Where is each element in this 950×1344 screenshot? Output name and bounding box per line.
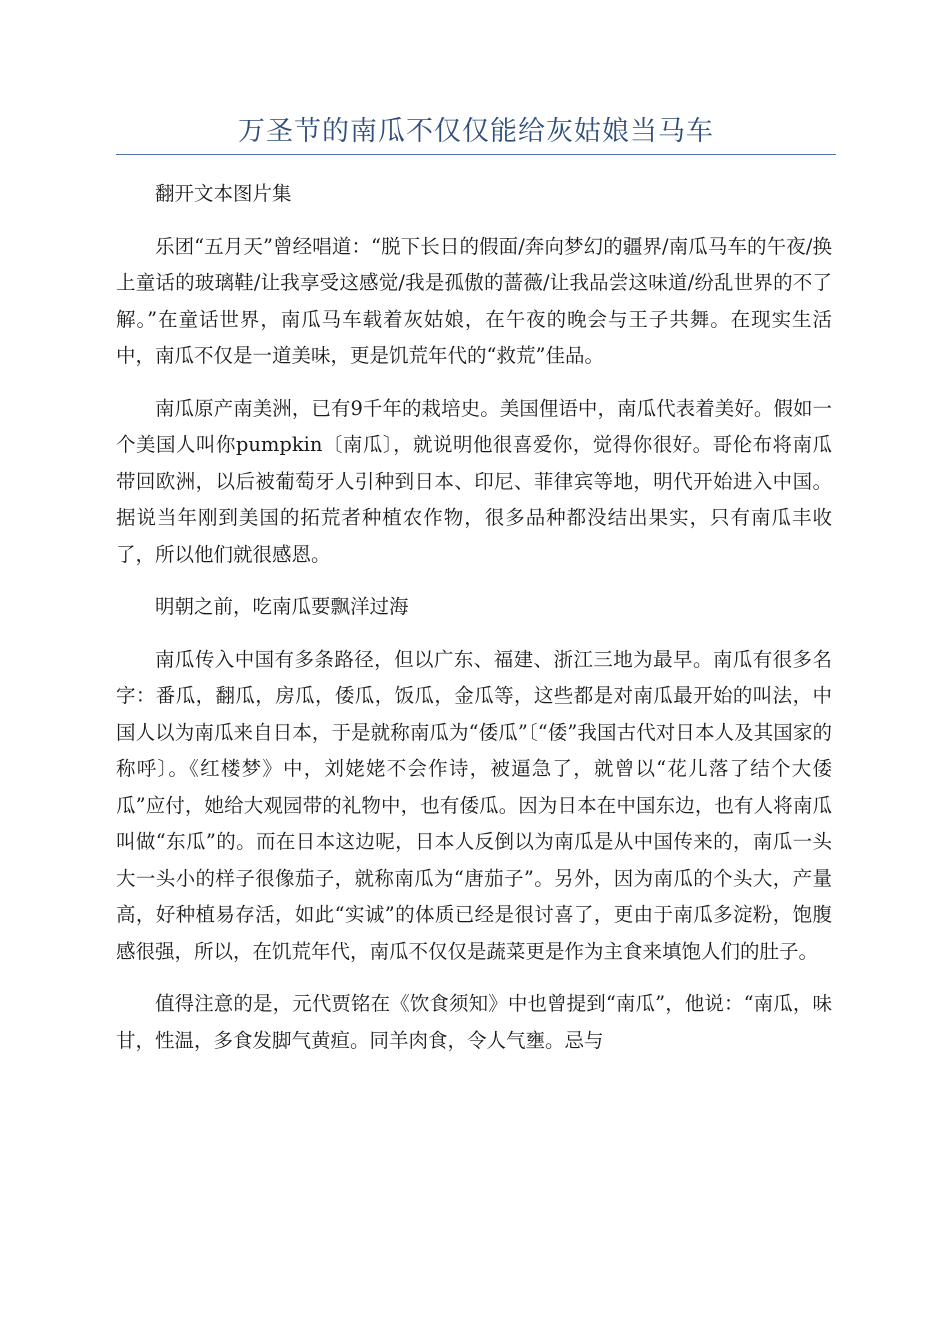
page-title: 万圣节的南瓜不仅仅能给灰姑娘当马车	[238, 116, 714, 147]
paragraph-caption: 翻开文本图片集	[155, 182, 292, 205]
paragraph: 值得注意的是，元代贾铭在《饮食须知》中也曾提到“南瓜”，他说：“南瓜，味甘，性温，多食发脚气黄疸。同羊肉食，令人气壅。忌与	[116, 992, 832, 1052]
paragraph: 乐团“五月天”曾经唱道：“脱下长日的假面/奔向梦幻的疆界/南瓜马车的午夜/换上童话的玻璃鞋/让我享受这感觉/我是孤傲的蔷薇/让我品尝这味道/纷乱世界的不了解。”在童话世界，南瓜马车载着灰姑娘，在午夜的晚会与王子共舞。在现实生活中，南瓜不仅是一道美味，更是饥荒年代的“救荒”佳品。	[116, 234, 832, 367]
article-body	[116, 176, 832, 1075]
paragraph: 南瓜传入中国有多条路径，但以广东、福建、浙江三地为最早。南瓜有很多名字：番瓜，翻瓜，房瓜，倭瓜，饭瓜，金瓜等，这些都是对南瓜最开始的叫法，中国人以为南瓜来自日本，于是就称南瓜为“倭瓜”〔“倭”我国古代对日本人及其国家的称呼〕。《红楼梦》中，刘姥姥不会作诗，被逼急了，就曾以“花儿落了结个大倭瓜”应付，她给大观园带的礼物中，也有倭瓜。因为日本在中国东边，也有人将南瓜叫做“东瓜”的。而在日本这边呢，日本人反倒以为南瓜是从中国传来的，南瓜一头大一头小的样子很像茄子，就称南瓜为“唐茄子”。另外，因为南瓜的个头大，产量高，好种植易存活，如此“实诚”的体质已经是很讨喜了，更由于南瓜多淀粉，饱腹感很强，所以，在饥荒年代，南瓜不仅仅是蔬菜更是作为主食来填饱人们的肚子。	[116, 647, 832, 963]
title-underline	[116, 154, 836, 155]
section-heading: 明朝之前，吃南瓜要飘洋过海	[155, 595, 409, 618]
paragraph: 南瓜原产南美洲，已有9千年的栽培史。美国俚语中，南瓜代表着美好。假如一个美国人叫你pumpkin〔南瓜〕，就说明他很喜爱你，觉得你很好。哥伦布将南瓜带回欧洲，以后被葡萄牙人引种到日本、印尼、菲律宾等地，明代开始进入中国。据说当年刚到美国的拓荒者种植农作物，很多品种都没结出果实，只有南瓜丰收了，所以他们就很感恩。	[116, 396, 832, 566]
